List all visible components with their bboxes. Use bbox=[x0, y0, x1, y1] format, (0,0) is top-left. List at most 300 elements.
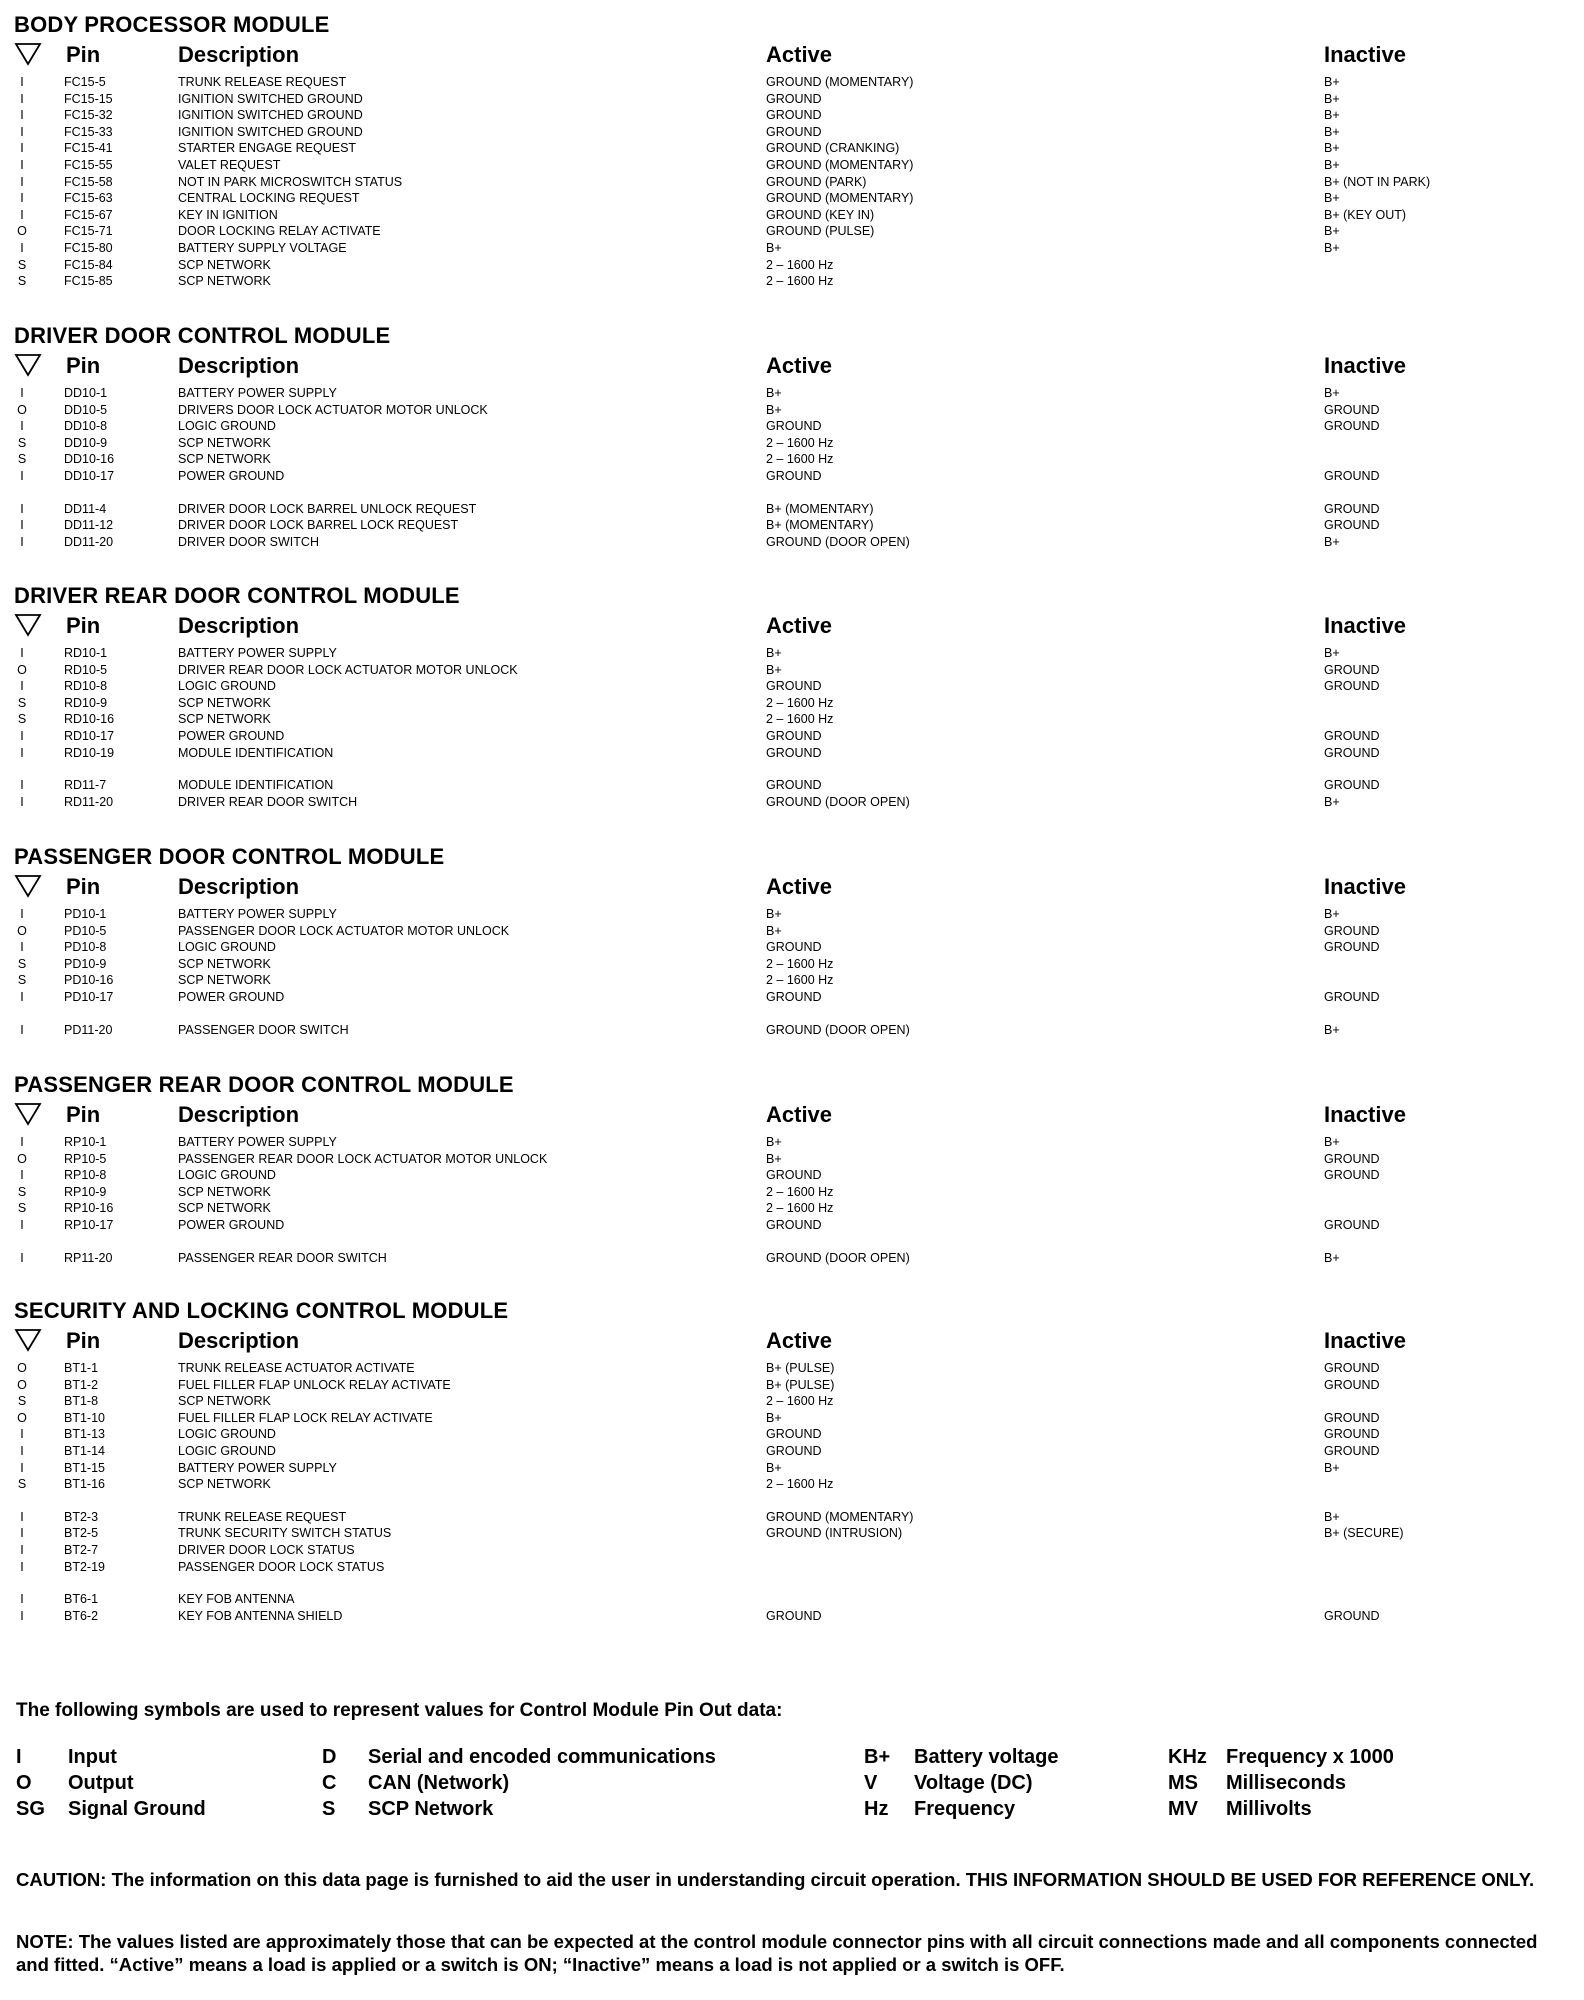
module-section bbox=[14, 1298, 1574, 1623]
table-row bbox=[14, 418, 1574, 434]
inactive-value-cell: B+ bbox=[1324, 1250, 1340, 1265]
active-value-cell: 2 – 1600 Hz bbox=[766, 274, 834, 289]
inactive-value-cell: GROUND bbox=[1324, 729, 1380, 743]
table-row bbox=[14, 678, 1574, 694]
active-column-header: Active bbox=[766, 353, 833, 378]
legend-entry bbox=[322, 1770, 722, 1796]
active-value-cell: GROUND bbox=[766, 91, 822, 106]
description-cell: FUEL FILLER FLAP UNLOCK RELAY ACTIVATE bbox=[178, 1377, 451, 1392]
table-row bbox=[14, 207, 1574, 223]
table-row bbox=[14, 1151, 1574, 1167]
legend-definition: Milliseconds bbox=[1226, 1772, 1347, 1794]
pin-cell: PD10-8 bbox=[64, 940, 107, 955]
active-value-cell: GROUND bbox=[766, 990, 822, 1004]
inactive-value-cell: B+ bbox=[1324, 1460, 1340, 1475]
inactive-value-cell: GROUND bbox=[1324, 778, 1380, 793]
inactive-column-header: Inactive bbox=[1324, 42, 1406, 67]
pin-type-cell: I bbox=[20, 207, 24, 222]
active-value-cell: 2 – 1600 Hz bbox=[766, 452, 834, 467]
description-cell: FUEL FILLER FLAP LOCK RELAY ACTIVATE bbox=[178, 1410, 433, 1425]
pin-column-header: Pin bbox=[66, 613, 101, 638]
legend-intro: The following symbols are used to represent values for Control Module Pin Out data: bbox=[16, 1700, 783, 1721]
active-value-cell: 2 – 1600 Hz bbox=[766, 435, 834, 450]
pin-cell: PD11-20 bbox=[64, 1022, 113, 1037]
triangle-down-icon bbox=[14, 874, 42, 898]
active-value-cell: B+ bbox=[766, 923, 782, 938]
description-cell: BATTERY POWER SUPPLY bbox=[178, 1135, 337, 1149]
inactive-value-cell: GROUND bbox=[1324, 1377, 1380, 1392]
table-row bbox=[14, 695, 1574, 711]
table-row bbox=[14, 939, 1574, 955]
description-cell: DRIVER DOOR LOCK BARREL LOCK REQUEST bbox=[178, 518, 459, 533]
pin-cell: RP10-1 bbox=[64, 1135, 107, 1149]
legend-abbreviation: B+ bbox=[864, 1746, 891, 1768]
description-cell: POWER GROUND bbox=[178, 1218, 285, 1232]
pin-type-cell: S bbox=[17, 973, 27, 988]
pin-type-cell: O bbox=[17, 1377, 27, 1392]
legend-definition: SCP Network bbox=[368, 1798, 494, 1820]
pin-type-cell: S bbox=[17, 435, 27, 450]
description-cell: BATTERY POWER SUPPLY bbox=[178, 907, 337, 921]
pin-type-cell: I bbox=[20, 158, 24, 172]
legend-entry bbox=[1168, 1796, 1568, 1822]
pin-cell: BT2-19 bbox=[64, 1559, 105, 1574]
description-cell: PASSENGER DOOR SWITCH bbox=[178, 1022, 349, 1037]
table-row bbox=[14, 1542, 1574, 1558]
pin-type-cell: I bbox=[20, 679, 24, 694]
active-value-cell: B+ bbox=[766, 1151, 782, 1166]
pin-cell: DD10-9 bbox=[64, 435, 108, 450]
pin-type-cell: I bbox=[20, 1218, 24, 1232]
description-cell: POWER GROUND bbox=[178, 469, 285, 483]
description-cell: IGNITION SWITCHED GROUND bbox=[178, 91, 363, 106]
description-cell: SCP NETWORK bbox=[178, 257, 271, 272]
pin-cell: RP11-20 bbox=[64, 1250, 113, 1265]
legend-definition: Frequency bbox=[914, 1798, 1016, 1820]
table-row bbox=[14, 1360, 1574, 1376]
inactive-value-cell: GROUND bbox=[1324, 1361, 1380, 1375]
pin-type-cell: S bbox=[17, 1477, 27, 1492]
description-cell: MODULE IDENTIFICATION bbox=[178, 745, 334, 760]
description-cell: SCP NETWORK bbox=[178, 956, 271, 971]
active-value-cell: GROUND bbox=[766, 1444, 822, 1458]
pin-cell: RD11-7 bbox=[64, 778, 107, 793]
active-column-header: Active bbox=[766, 1102, 833, 1127]
pin-cell: FC15-80 bbox=[64, 241, 113, 255]
pin-type-cell: I bbox=[20, 778, 24, 793]
description-cell: LOGIC GROUND bbox=[178, 1444, 276, 1458]
active-value-cell: 2 – 1600 Hz bbox=[766, 1394, 834, 1409]
description-cell: SCP NETWORK bbox=[178, 1394, 271, 1409]
legend-entry bbox=[1168, 1770, 1568, 1796]
inactive-value-cell: B+ bbox=[1324, 124, 1340, 139]
pin-cell: FC15-71 bbox=[64, 224, 113, 239]
description-column-header: Description bbox=[178, 1102, 300, 1127]
pin-cell: FC15-58 bbox=[64, 174, 113, 189]
table-row bbox=[14, 140, 1574, 156]
inactive-value-cell: GROUND bbox=[1324, 1444, 1380, 1458]
symbol-column-header bbox=[14, 874, 42, 900]
pin-cell: BT2-5 bbox=[64, 1526, 99, 1541]
active-value-cell: GROUND (DOOR OPEN) bbox=[766, 1250, 910, 1265]
table-row bbox=[14, 1250, 1574, 1266]
description-cell: DRIVER REAR DOOR SWITCH bbox=[178, 794, 358, 809]
module-title: BODY PROCESSOR MODULE bbox=[14, 12, 330, 37]
pin-cell: BT1-16 bbox=[64, 1477, 105, 1492]
table-row bbox=[14, 662, 1574, 678]
pin-type-cell: S bbox=[17, 1394, 27, 1409]
legend-definition: Millivolts bbox=[1226, 1798, 1312, 1820]
description-cell: IGNITION SWITCHED GROUND bbox=[178, 124, 363, 139]
active-value-cell: B+ bbox=[766, 662, 782, 677]
description-cell: CENTRAL LOCKING REQUEST bbox=[178, 191, 360, 206]
table-row bbox=[14, 435, 1574, 451]
inactive-value-cell: GROUND bbox=[1324, 501, 1380, 516]
pin-cell: PD10-16 bbox=[64, 973, 114, 988]
table-row bbox=[14, 1134, 1574, 1150]
pin-type-cell: I bbox=[20, 419, 24, 434]
table-row bbox=[14, 1476, 1574, 1492]
pin-cell: DD10-5 bbox=[64, 402, 108, 417]
active-value-cell: B+ bbox=[766, 386, 782, 400]
description-cell: DRIVER DOOR SWITCH bbox=[178, 534, 319, 549]
pin-type-cell: I bbox=[20, 1559, 24, 1574]
table-row bbox=[14, 989, 1574, 1005]
description-cell: SCP NETWORK bbox=[178, 1477, 271, 1492]
module-title: DRIVER REAR DOOR CONTROL MODULE bbox=[14, 583, 460, 608]
active-value-cell: B+ bbox=[766, 907, 782, 921]
description-cell: KEY IN IGNITION bbox=[178, 207, 278, 222]
active-value-cell: GROUND (PULSE) bbox=[766, 224, 875, 239]
active-value-cell: GROUND bbox=[766, 1168, 822, 1183]
pin-type-cell: I bbox=[20, 1509, 24, 1524]
pin-type-cell: S bbox=[17, 1184, 27, 1199]
pin-cell: BT1-13 bbox=[64, 1427, 105, 1442]
inactive-value-cell: GROUND bbox=[1324, 1410, 1380, 1425]
pin-cell: BT6-1 bbox=[64, 1592, 99, 1607]
triangle-down-icon bbox=[14, 1328, 42, 1352]
inactive-value-cell: B+ bbox=[1324, 646, 1340, 660]
pin-cell: FC15-55 bbox=[64, 158, 113, 172]
description-cell: KEY FOB ANTENNA bbox=[178, 1592, 295, 1607]
pin-cell: FC15-67 bbox=[64, 207, 113, 222]
description-cell: LOGIC GROUND bbox=[178, 679, 276, 694]
inactive-value-cell: B+ bbox=[1324, 91, 1340, 106]
pin-type-cell: I bbox=[20, 1543, 24, 1557]
table-row bbox=[14, 1200, 1574, 1216]
description-cell: SCP NETWORK bbox=[178, 1201, 271, 1216]
pin-cell: PD10-9 bbox=[64, 956, 107, 971]
table-row bbox=[14, 517, 1574, 533]
legend-abbreviation: Hz bbox=[864, 1798, 889, 1820]
description-cell: VALET REQUEST bbox=[178, 158, 281, 172]
inactive-value-cell: GROUND bbox=[1324, 402, 1380, 417]
active-value-cell: GROUND bbox=[766, 419, 822, 434]
pin-type-cell: S bbox=[17, 452, 27, 467]
table-row bbox=[14, 777, 1574, 793]
description-cell: PASSENGER DOOR LOCK ACTUATOR MOTOR UNLOCK bbox=[178, 923, 510, 938]
inactive-value-cell: GROUND bbox=[1324, 679, 1380, 694]
pin-cell: BT1-2 bbox=[64, 1377, 99, 1392]
module-title: PASSENGER REAR DOOR CONTROL MODULE bbox=[14, 1072, 514, 1097]
inactive-column-header: Inactive bbox=[1324, 1328, 1406, 1353]
pin-type-cell: I bbox=[20, 518, 24, 533]
table-row bbox=[14, 534, 1574, 550]
inactive-value-cell: B+ (NOT IN PARK) bbox=[1324, 174, 1431, 189]
inactive-value-cell: B+ bbox=[1324, 141, 1340, 156]
description-cell: SCP NETWORK bbox=[178, 712, 271, 727]
inactive-value-cell: GROUND bbox=[1324, 923, 1380, 938]
active-value-cell: GROUND (CRANKING) bbox=[766, 141, 900, 156]
module-section bbox=[14, 844, 1574, 1084]
table-row bbox=[14, 385, 1574, 401]
pin-type-cell: I bbox=[20, 1022, 24, 1037]
pin-type-cell: I bbox=[20, 646, 24, 660]
pin-cell: RD10-8 bbox=[64, 679, 108, 694]
pin-type-cell: I bbox=[20, 191, 24, 206]
inactive-value-cell: B+ bbox=[1324, 534, 1340, 549]
inactive-value-cell: GROUND bbox=[1324, 990, 1380, 1004]
pin-cell: BT6-2 bbox=[64, 1608, 99, 1623]
pin-type-cell: I bbox=[20, 141, 24, 156]
description-cell: SCP NETWORK bbox=[178, 1184, 271, 1199]
active-value-cell: GROUND bbox=[766, 729, 822, 743]
description-cell: LOGIC GROUND bbox=[178, 419, 276, 434]
description-cell: TRUNK RELEASE REQUEST bbox=[178, 75, 347, 89]
pin-cell: FC15-63 bbox=[64, 191, 113, 206]
pin-cell: DD11-20 bbox=[64, 534, 114, 549]
table-row bbox=[14, 1608, 1574, 1624]
inactive-value-cell: B+ bbox=[1324, 75, 1340, 89]
pin-type-cell: I bbox=[20, 534, 24, 549]
legend-abbreviation: S bbox=[322, 1798, 336, 1820]
table-row bbox=[14, 1167, 1574, 1183]
pin-type-cell: O bbox=[17, 1151, 27, 1166]
caution-text: CAUTION: The information on this data page is furnished to aid the user in understanding circuit operation. THIS INFORMATION SHOULD BE USED FOR REFERENCE ONLY. bbox=[16, 1869, 1535, 1890]
pin-type-cell: I bbox=[20, 940, 24, 955]
legend-definition: Battery voltage bbox=[914, 1746, 1059, 1768]
pin-type-cell: I bbox=[20, 1460, 24, 1475]
pin-cell: BT1-15 bbox=[64, 1460, 105, 1475]
pin-type-cell: I bbox=[20, 794, 24, 809]
pin-cell: RD10-19 bbox=[64, 745, 115, 760]
pin-column-header: Pin bbox=[66, 874, 101, 899]
active-value-cell: GROUND bbox=[766, 745, 822, 760]
pin-cell: FC15-32 bbox=[64, 108, 113, 123]
note-text: NOTE: The values listed are approximately those that can be expected at the control module connector pins with all circuit connections made and all components connected and fitted. “Active” means a load is applied or a switch is ON; “Inactive” means a load is not applied or a switch is OFF. bbox=[16, 1931, 1538, 1975]
description-cell: KEY FOB ANTENNA SHIELD bbox=[178, 1608, 343, 1623]
pin-type-cell: I bbox=[20, 745, 24, 760]
pin-cell: PD10-17 bbox=[64, 990, 114, 1004]
description-cell: NOT IN PARK MICROSWITCH STATUS bbox=[178, 174, 403, 189]
description-cell: PASSENGER DOOR LOCK STATUS bbox=[178, 1559, 385, 1574]
active-value-cell: 2 – 1600 Hz bbox=[766, 695, 834, 710]
pin-cell: FC15-33 bbox=[64, 124, 113, 139]
inactive-value-cell: B+ (SECURE) bbox=[1324, 1526, 1404, 1541]
active-column-header: Active bbox=[766, 613, 833, 638]
description-cell: TRUNK SECURITY SWITCH STATUS bbox=[178, 1526, 392, 1541]
pin-cell: BT1-10 bbox=[64, 1410, 105, 1425]
pin-type-cell: O bbox=[17, 402, 27, 417]
description-cell: DOOR LOCKING RELAY ACTIVATE bbox=[178, 224, 381, 239]
table-row bbox=[14, 240, 1574, 256]
legend-abbreviation: MV bbox=[1168, 1798, 1198, 1820]
active-value-cell: GROUND (INTRUSION) bbox=[766, 1526, 903, 1541]
table-row bbox=[14, 1217, 1574, 1233]
active-value-cell: 2 – 1600 Hz bbox=[766, 956, 834, 971]
legend-definition: Serial and encoded communications bbox=[368, 1746, 716, 1768]
pin-cell: RP10-16 bbox=[64, 1201, 114, 1216]
active-value-cell: GROUND (MOMENTARY) bbox=[766, 1509, 914, 1524]
pin-type-cell: I bbox=[20, 1526, 24, 1541]
table-row bbox=[14, 223, 1574, 239]
active-value-cell: GROUND (MOMENTARY) bbox=[766, 75, 914, 89]
table-row bbox=[14, 1022, 1574, 1038]
inactive-value-cell: GROUND bbox=[1324, 1168, 1380, 1183]
description-cell: IGNITION SWITCHED GROUND bbox=[178, 108, 363, 123]
pin-column-header: Pin bbox=[66, 1102, 101, 1127]
pin-type-cell: I bbox=[20, 108, 24, 123]
pin-type-cell: I bbox=[20, 469, 24, 483]
table-row bbox=[14, 711, 1574, 727]
legend-definition: Output bbox=[68, 1772, 134, 1794]
triangle-down-icon bbox=[14, 1102, 42, 1126]
active-value-cell: 2 – 1600 Hz bbox=[766, 712, 834, 727]
active-value-cell: B+ (PULSE) bbox=[766, 1377, 835, 1392]
pin-type-cell: I bbox=[20, 1250, 24, 1265]
legend-abbreviation: KHz bbox=[1168, 1746, 1207, 1768]
inactive-value-cell: GROUND bbox=[1324, 1218, 1380, 1232]
description-cell: SCP NETWORK bbox=[178, 973, 271, 988]
description-cell: SCP NETWORK bbox=[178, 452, 271, 467]
inactive-value-cell: GROUND bbox=[1324, 1427, 1380, 1442]
table-row bbox=[14, 745, 1574, 761]
module-title: DRIVER DOOR CONTROL MODULE bbox=[14, 323, 391, 348]
pin-cell: RP10-9 bbox=[64, 1184, 107, 1199]
pin-cell: RP10-8 bbox=[64, 1168, 107, 1183]
active-value-cell: GROUND bbox=[766, 940, 822, 955]
pin-type-cell: I bbox=[20, 1135, 24, 1149]
module-title: PASSENGER DOOR CONTROL MODULE bbox=[14, 844, 445, 869]
inactive-value-cell: GROUND bbox=[1324, 662, 1380, 677]
pin-cell: BT1-8 bbox=[64, 1394, 99, 1409]
inactive-value-cell: GROUND bbox=[1324, 419, 1380, 434]
pin-cell: DD10-17 bbox=[64, 469, 115, 483]
table-row bbox=[14, 645, 1574, 661]
table-row bbox=[14, 1184, 1574, 1200]
description-cell: DRIVER DOOR LOCK STATUS bbox=[178, 1543, 355, 1557]
description-cell: DRIVER DOOR LOCK BARREL UNLOCK REQUEST bbox=[178, 501, 477, 516]
table-row bbox=[14, 107, 1574, 123]
legend-entry bbox=[322, 1796, 722, 1822]
active-value-cell: B+ (PULSE) bbox=[766, 1361, 835, 1375]
table-row bbox=[14, 273, 1574, 289]
module-title: SECURITY AND LOCKING CONTROL MODULE bbox=[14, 1298, 509, 1323]
active-value-cell: GROUND bbox=[766, 679, 822, 694]
description-cell: TRUNK RELEASE REQUEST bbox=[178, 1509, 347, 1524]
pin-type-cell: I bbox=[20, 174, 24, 189]
description-cell: BATTERY SUPPLY VOLTAGE bbox=[178, 241, 347, 255]
pin-column-header: Pin bbox=[66, 1328, 101, 1353]
description-cell: MODULE IDENTIFICATION bbox=[178, 778, 334, 793]
symbol-column-header bbox=[14, 42, 42, 68]
symbol-column-header bbox=[14, 353, 42, 379]
pin-type-cell: I bbox=[20, 91, 24, 106]
active-value-cell: 2 – 1600 Hz bbox=[766, 1184, 834, 1199]
pin-type-cell: O bbox=[17, 662, 27, 677]
pin-cell: FC15-15 bbox=[64, 91, 113, 106]
active-column-header: Active bbox=[766, 874, 833, 899]
pin-cell: RP10-5 bbox=[64, 1151, 107, 1166]
description-cell: TRUNK RELEASE ACTUATOR ACTIVATE bbox=[178, 1361, 415, 1375]
inactive-value-cell: B+ bbox=[1324, 1022, 1340, 1037]
pin-type-cell: I bbox=[20, 241, 24, 255]
pin-type-cell: O bbox=[17, 224, 27, 239]
active-column-header: Active bbox=[766, 1328, 833, 1353]
inactive-column-header: Inactive bbox=[1324, 1102, 1406, 1127]
pin-cell: BT2-3 bbox=[64, 1509, 99, 1524]
legend-abbreviation: SG bbox=[16, 1798, 45, 1820]
active-value-cell: B+ bbox=[766, 1410, 782, 1425]
symbol-column-header bbox=[14, 1328, 42, 1354]
table-row bbox=[14, 157, 1574, 173]
pin-type-cell: O bbox=[17, 1410, 27, 1425]
pin-cell: DD10-8 bbox=[64, 419, 108, 434]
inactive-value-cell: GROUND bbox=[1324, 745, 1380, 760]
pin-type-cell: O bbox=[17, 923, 27, 938]
table-row bbox=[14, 257, 1574, 273]
table-row bbox=[14, 794, 1574, 810]
pin-cell: PD10-5 bbox=[64, 923, 107, 938]
active-value-cell: GROUND (DOOR OPEN) bbox=[766, 1022, 910, 1037]
active-value-cell: GROUND bbox=[766, 124, 822, 139]
legend-definition: Input bbox=[68, 1746, 117, 1768]
table-row bbox=[14, 972, 1574, 988]
pin-cell: PD10-1 bbox=[64, 907, 107, 921]
active-value-cell: 2 – 1600 Hz bbox=[766, 973, 834, 988]
table-row bbox=[14, 906, 1574, 922]
inactive-value-cell: GROUND bbox=[1324, 469, 1380, 483]
triangle-down-icon bbox=[14, 353, 42, 377]
inactive-column-header: Inactive bbox=[1324, 353, 1406, 378]
active-value-cell: GROUND bbox=[766, 778, 822, 793]
active-value-cell: B+ (MOMENTARY) bbox=[766, 518, 874, 533]
active-value-cell: GROUND (DOOR OPEN) bbox=[766, 534, 910, 549]
inactive-value-cell: B+ bbox=[1324, 108, 1340, 123]
description-cell: LOGIC GROUND bbox=[178, 1427, 276, 1442]
description-column-header: Description bbox=[178, 353, 300, 378]
description-cell: SCP NETWORK bbox=[178, 695, 271, 710]
pin-type-cell: I bbox=[20, 1608, 24, 1623]
table-row bbox=[14, 91, 1574, 107]
pin-cell: FC15-5 bbox=[64, 75, 106, 89]
pin-type-cell: I bbox=[20, 1168, 24, 1183]
active-value-cell: GROUND (KEY IN) bbox=[766, 207, 875, 222]
active-value-cell: 2 – 1600 Hz bbox=[766, 1201, 834, 1216]
pin-type-cell: I bbox=[20, 386, 24, 400]
inactive-value-cell: B+ bbox=[1324, 224, 1340, 239]
active-value-cell: B+ bbox=[766, 646, 782, 660]
legend-entry bbox=[1168, 1744, 1568, 1770]
description-cell: DRIVER REAR DOOR LOCK ACTUATOR MOTOR UNLOCK bbox=[178, 662, 518, 677]
inactive-value-cell: B+ bbox=[1324, 794, 1340, 809]
description-cell: PASSENGER REAR DOOR SWITCH bbox=[178, 1250, 387, 1265]
pin-type-cell: I bbox=[20, 124, 24, 139]
active-value-cell: B+ (MOMENTARY) bbox=[766, 501, 874, 516]
table-row bbox=[14, 174, 1574, 190]
module-section bbox=[14, 1072, 1574, 1312]
pin-cell: RP10-17 bbox=[64, 1218, 114, 1232]
